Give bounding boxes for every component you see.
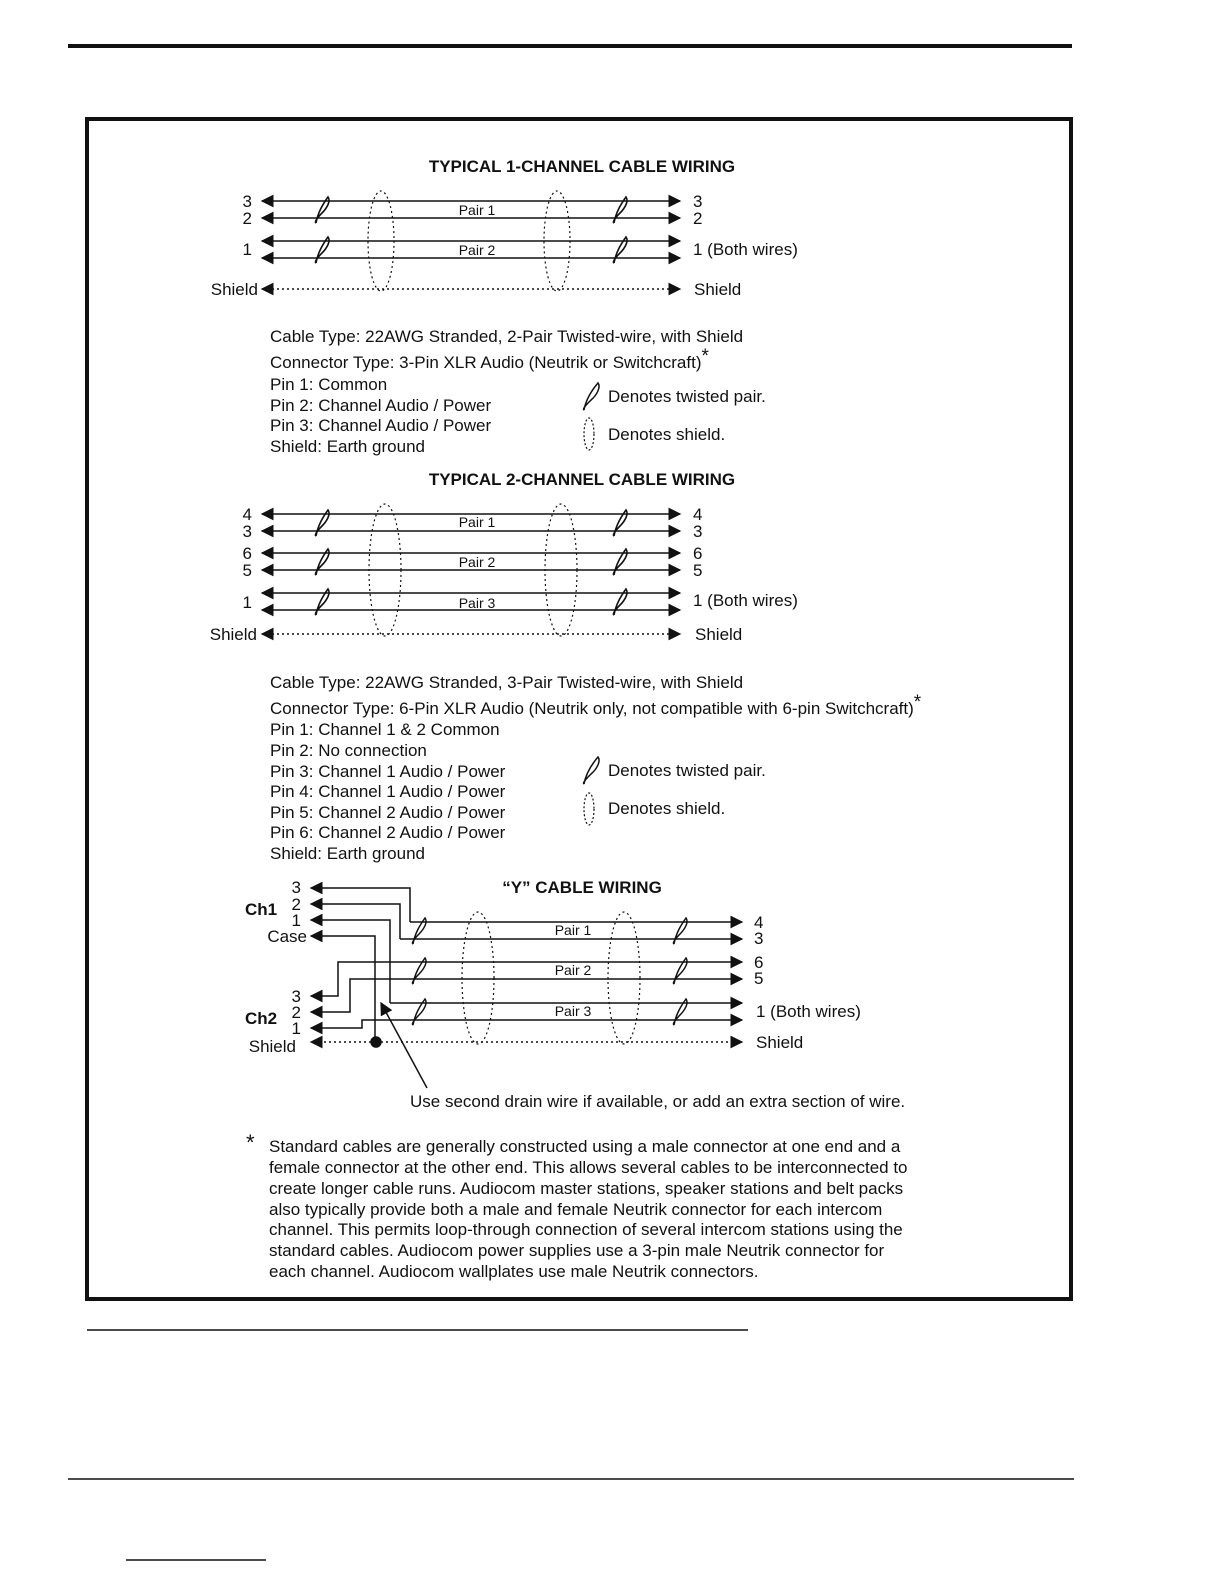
footnote-line: channel. This permits loop-through connection of several intercom stations using the [269,1220,903,1239]
connector-type-text: Connector Type: 6-Pin XLR Audio (Neutrik only, not compatible with 6-pin Switchcraft)* [270,692,922,718]
pin-list-item: Pin 1: Channel 1 & 2 Common [270,720,500,739]
left-pin-label: 3 [242,192,252,211]
twist-legend-icon [584,757,599,784]
left-pin-label: 3 [242,522,252,541]
footnote-asterisk: * [246,1130,255,1155]
two-channel-title: TYPICAL 2-CHANNEL CABLE WIRING [428,470,736,489]
pin-list-item: Pin 6: Channel 2 Audio / Power [270,823,506,842]
footnote-line: also typically provide both a male and female Neutrik connector for each intercom [269,1200,883,1219]
ch1-label: Ch1 [245,900,278,919]
footnote-line: female connector at the other end. This allows several cables to be interconnected to [269,1158,908,1177]
pair-label: Pair 3 [458,595,496,611]
ch1-pin-label: 3 [291,878,301,897]
legend-twisted-text: Denotes twisted pair. [608,387,766,406]
pair-label: Pair 2 [458,242,496,258]
asterisk-mark: * [701,346,709,367]
legend-shield-text: Denotes shield. [608,425,726,444]
ch2-label: Ch2 [245,1009,278,1028]
page-rules [68,46,1074,1560]
pair-label: Pair 1 [458,202,496,218]
right-pin-label: 5 [754,969,764,988]
y-cable-wires [311,888,742,1088]
legend-icons [584,383,599,450]
connector-type-text: Connector Type: 3-Pin XLR Audio (Neutrik or Switchcraft)* [270,346,709,372]
drain-wire-note: Use second drain wire if available, or add an extra section of wire. [410,1092,906,1111]
left-pin-label: 5 [242,561,252,580]
ch1-case-wire [311,936,375,1042]
left-pin-label: 2 [242,209,252,228]
ch1-pin3-wire [311,888,410,922]
right-pin-label: 3 [693,522,703,541]
shield-left-label: Shield [209,625,257,644]
right-pin-label: 1 (Both wires) [693,591,798,610]
pair-label: Pair 2 [554,962,592,978]
footnote [246,1130,908,1281]
shield-icon [608,912,640,1044]
shield-legend-icon [584,793,594,825]
one-channel-title: TYPICAL 1-CHANNEL CABLE WIRING [428,157,736,176]
right-pin-label: 4 [693,505,703,524]
left-pin-label: 1 [242,593,252,612]
right-pin-label: 4 [754,913,764,932]
pin-list-item: Pin 3: Channel 1 Audio / Power [270,762,506,781]
cable-type-text: Cable Type: 22AWG Stranded, 2-Pair Twisted-wire, with Shield [270,327,744,346]
legend-icons [584,757,599,825]
pin-list-item: Shield: Earth ground [270,844,425,863]
ch2-pin1-wire [311,1020,400,1028]
pin-list-item: Pin 4: Channel 1 Audio / Power [270,782,506,801]
one-channel-section [211,157,798,456]
legend-shield-text: Denotes shield. [608,799,726,818]
ch1-pin-label: 1 [291,911,301,930]
shield-right-label: Shield [695,625,743,644]
pair-label: Pair 1 [458,514,496,530]
pin-list-item: Pin 2: No connection [270,741,427,760]
twist-legend-icon [584,383,599,410]
junction-dot [371,1037,381,1047]
right-pin-label: 6 [754,953,764,972]
left-pin-label: 4 [242,505,252,524]
right-pin-label: 1 (Both wires) [693,240,798,259]
right-pin-label: 2 [693,209,703,228]
pair-label: Pair 3 [554,1003,592,1019]
shield-legend-icon [584,418,594,450]
ch2-shield-label: Shield [248,1037,296,1056]
pin-list-item: Pin 1: Common [270,375,388,394]
legend-twisted-text: Denotes twisted pair. [608,761,766,780]
pair-label: Pair 2 [458,554,496,570]
right-pin-label: 3 [754,929,764,948]
shield-right-label: Shield [694,280,742,299]
cable-type-text: Cable Type: 22AWG Stranded, 3-Pair Twisted-wire, with Shield [270,673,744,692]
left-pin-label: 6 [242,544,252,563]
footnote-line: each channel. Audiocom wallplates use male Neutrik connectors. [269,1262,759,1281]
pin-list-item: Pin 3: Channel Audio / Power [270,416,492,435]
ch2-pin-label: 3 [291,987,301,1006]
pair-label: Pair 1 [554,922,592,938]
footnote-line: Standard cables are generally constructed using a male connector at one end and a [269,1137,901,1156]
y-cable-title: “Y” CABLE WIRING [502,878,662,897]
left-pin-label: 1 [242,240,252,259]
shield-right-label: Shield [756,1033,804,1052]
y-cable-section [245,878,905,1111]
footnote-line: standard cables. Audiocom power supplies use a 3-pin male Neutrik connector for [269,1241,885,1260]
right-pin-label: 5 [693,561,703,580]
shield-icon [462,912,494,1044]
ch1-pin2-wire [311,904,400,939]
ch2-pin-label: 1 [291,1019,301,1038]
pin-list-item: Shield: Earth ground [270,437,425,456]
drain-callout-arrow [381,1003,427,1088]
ch1-pin-label: 2 [291,895,301,914]
right-pin-label: 6 [693,544,703,563]
pin-list-item: Pin 5: Channel 2 Audio / Power [270,803,506,822]
pin-list-item: Pin 2: Channel Audio / Power [270,396,492,415]
ch2-pin-label: 2 [291,1003,301,1022]
right-pin-label: 3 [693,192,703,211]
right-pin-label: 1 (Both wires) [756,1002,861,1021]
footnote-line: create longer cable runs. Audiocom master stations, speaker stations and belt packs [269,1179,904,1198]
shield-left-label: Shield [210,280,258,299]
ch1-case-label: Case [267,927,307,946]
asterisk-mark: * [913,692,922,713]
two-channel-section [210,470,922,863]
